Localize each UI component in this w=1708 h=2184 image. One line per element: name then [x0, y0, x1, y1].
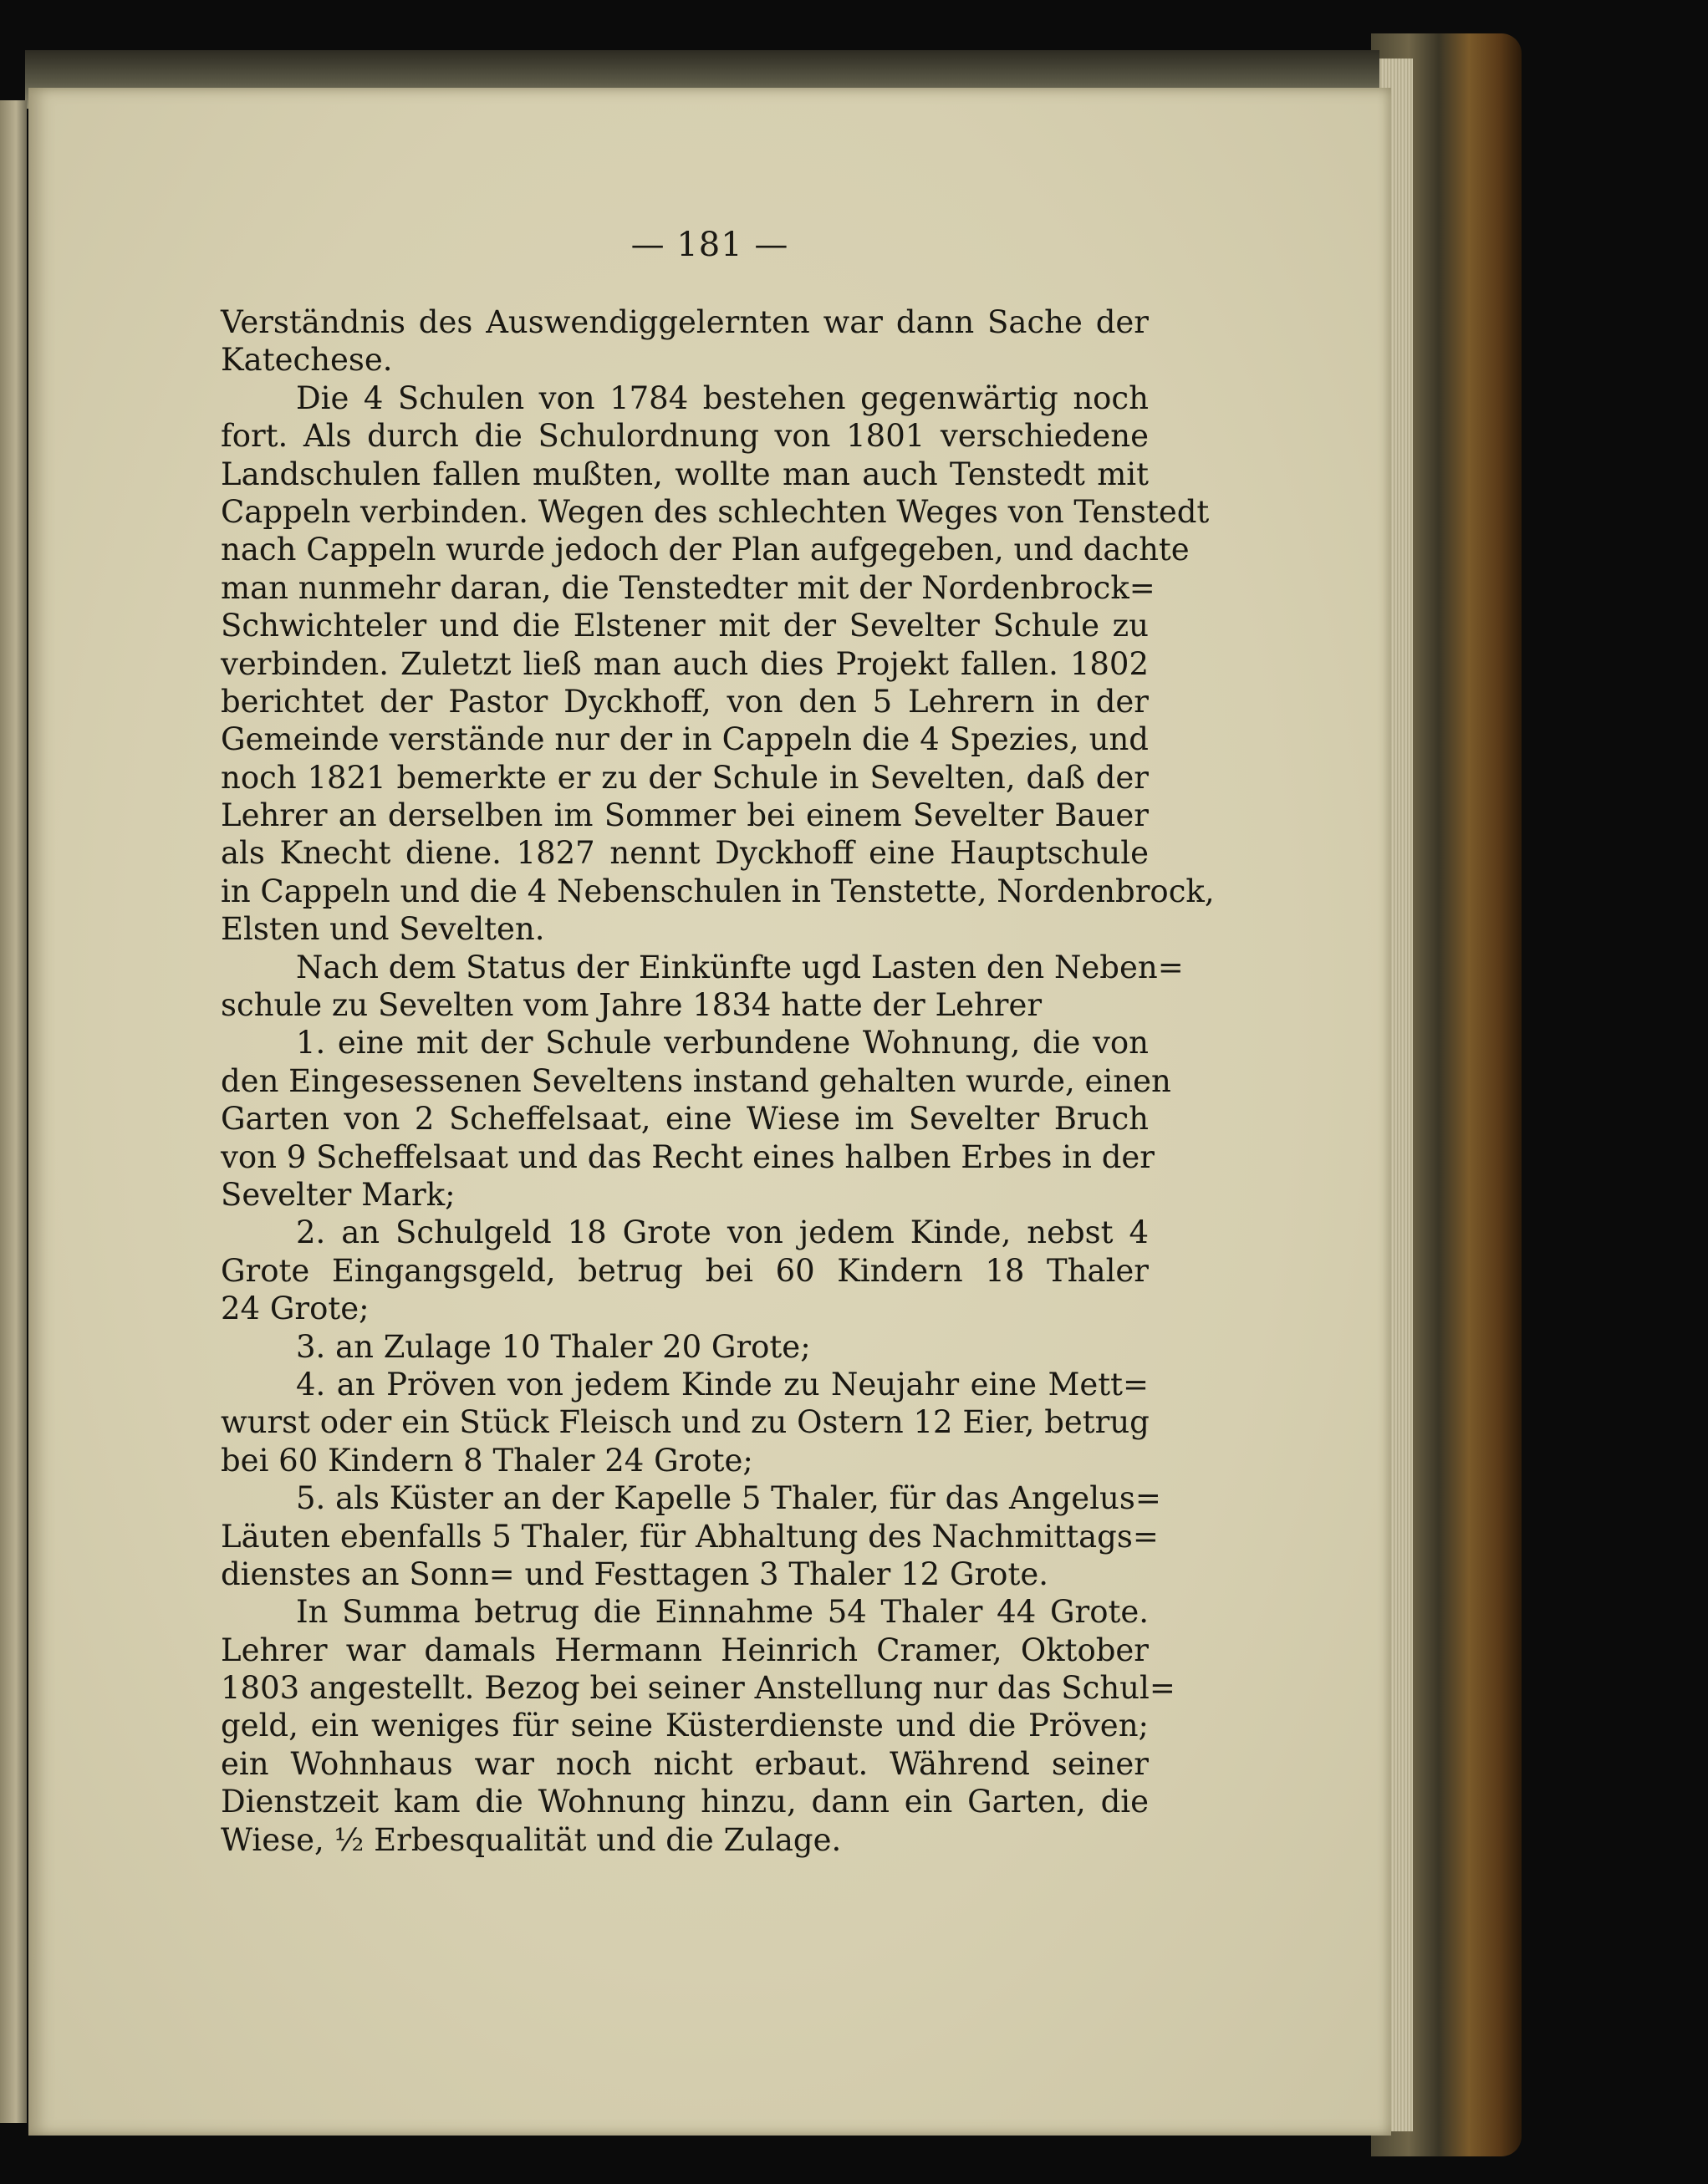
text-line: verbinden. Zuletzt ließ man auch dies Projekt fallen. 1802 [221, 645, 1149, 682]
text-line: als Knecht diene. 1827 nennt Dyckhoff eine Hauptschule [221, 835, 1149, 872]
text-line: 1. eine mit der Schule verbundene Wohnung, die von [296, 1025, 1149, 1061]
text-line: den Eingesessenen Seveltens instand gehalten wurde, einen [221, 1062, 1171, 1099]
text-line: schule zu Sevelten vom Jahre 1834 hatte der Lehrer [221, 987, 1043, 1024]
text-line: von 9 Scheffelsaat und das Recht eines halben Erbes in der [221, 1138, 1155, 1175]
text-line: Landschulen fallen mußten, wollte man auch Tenstedt mit [221, 456, 1149, 492]
text-line: berichtet der Pastor Dyckhoff, von den 5 Lehrern in der [221, 683, 1149, 720]
text-line: Dienstzeit kam die Wohnung hinzu, dann ein Garten, die [221, 1784, 1149, 1820]
text-line: Läuten ebenfalls 5 Thaler, für Abhaltung des Nachmittags= [221, 1518, 1159, 1555]
text-line: Lehrer an derselben im Sommer bei einem Sevelter Bauer [221, 797, 1149, 834]
text-line: Cappeln verbinden. Wegen des schlechten Weges von Tenstedt [221, 493, 1210, 530]
text-line: Gemeinde verstände nur der in Cappeln die 4 Spezies, und [221, 721, 1149, 758]
text-line: Katechese. [221, 342, 393, 379]
text-line: Lehrer war damals Hermann Heinrich Cramer, Oktober [221, 1632, 1149, 1668]
text-line: dienstes an Sonn= und Festtagen 3 Thaler 12 Grote. [221, 1555, 1048, 1592]
text-line: ein Wohnhaus war noch nicht erbaut. Während seiner [221, 1745, 1149, 1782]
text-line: in Cappeln und die 4 Nebenschulen in Tenstette, Nordenbrock, [221, 873, 1215, 909]
text-line: Wiese, ½ Erbesqualität und die Zulage. [221, 1821, 842, 1858]
text-line: Die 4 Schulen von 1784 bestehen gegenwärtig noch [296, 379, 1149, 416]
text-line: Nach dem Status der Einkünfte ugd Lasten den Neben= [296, 949, 1184, 985]
text-line: nach Cappeln wurde jedoch der Plan aufgegeben, und dachte [221, 532, 1190, 568]
text-line: bei 60 Kindern 8 Thaler 24 Grote; [221, 1442, 753, 1479]
text-line: fort. Als durch die Schulordnung von 1801 verschiedene [221, 418, 1149, 455]
text-line: 24 Grote; [221, 1291, 370, 1327]
text-line: 5. als Küster an der Kapelle 5 Thaler, für das Angelus= [296, 1480, 1161, 1517]
text-line: Sevelter Mark; [221, 1176, 456, 1213]
text-line: Verständnis des Auswendiggelernten war dann Sache der [221, 304, 1149, 340]
text-line: Grote Eingangsgeld, betrug bei 60 Kindern 18 Thaler [221, 1252, 1149, 1289]
text-line: 2. an Schulgeld 18 Grote von jedem Kinde, nebst 4 [296, 1214, 1149, 1251]
text-line: In Summa betrug die Einnahme 54 Thaler 44 Grote. [296, 1594, 1149, 1631]
facing-page-edge [0, 100, 27, 2123]
text-line: noch 1821 bemerkte er zu der Schule in Sevelten, daß der [221, 759, 1149, 796]
page-number: — 181 — [630, 226, 789, 264]
text-line: Elsten und Sevelten. [221, 911, 545, 948]
text-line: Schwichteler und die Elstener mit der Sevelter Schule zu [221, 608, 1149, 644]
text-line: geld, ein weniges für seine Küsterdienste und die Pröven; [221, 1708, 1149, 1744]
text-line: man nunmehr daran, die Tenstedter mit der Nordenbrock= [221, 569, 1155, 606]
body-text [221, 303, 1215, 1859]
text-line: 1803 angestellt. Bezog bei seiner Anstellung nur das Schul= [221, 1670, 1175, 1707]
text-line: 4. an Pröven von jedem Kinde zu Neujahr eine Mett= [296, 1366, 1149, 1403]
text-line: wurst oder ein Stück Fleisch und zu Ostern 12 Eier, betrug [221, 1404, 1150, 1441]
text-line: Garten von 2 Scheffelsaat, eine Wiese im Sevelter Bruch [221, 1101, 1149, 1138]
text-line: 3. an Zulage 10 Thaler 20 Grote; [296, 1328, 811, 1365]
book-page [28, 88, 1391, 2136]
